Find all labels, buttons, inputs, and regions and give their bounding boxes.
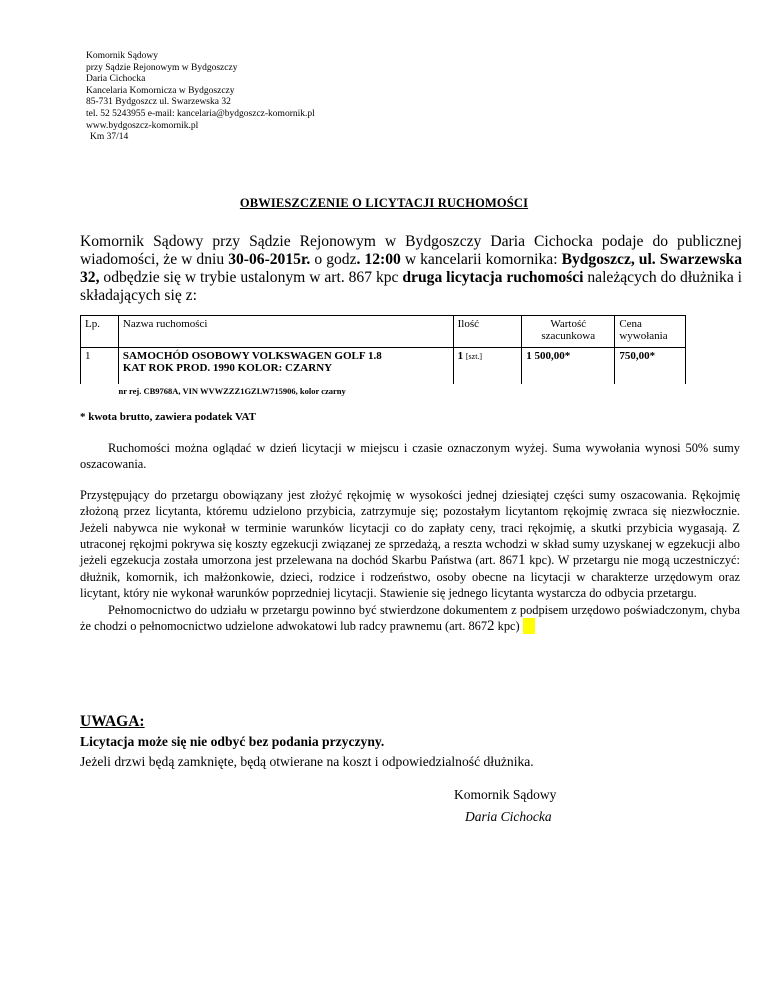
cell-price: 750,00* bbox=[615, 348, 686, 385]
auction-date: 30-06-2015r. bbox=[228, 251, 311, 268]
highlight-mark bbox=[523, 618, 535, 634]
cell-value: 1 500,00* bbox=[522, 348, 615, 385]
office-header bbox=[86, 51, 315, 144]
auction-type: druga licytacja ruchomości bbox=[402, 269, 584, 286]
body-text bbox=[80, 440, 740, 634]
paragraph-viewing: Ruchomości można oglądać w dzień licytacji w miejscu i czasie oznaczonym wyżej. Suma wywołania wynosi 50% sumy oszacowania. bbox=[80, 441, 740, 472]
header-line: 85-731 Bydgoszcz ul. Swarzewska 32 bbox=[86, 97, 231, 108]
paragraph-text: kpc) bbox=[494, 619, 520, 634]
header-line: przy Sądzie Rejonowym w Bydgoszczy bbox=[86, 62, 238, 73]
cell-name bbox=[118, 348, 453, 385]
header-price bbox=[615, 316, 686, 348]
cell-qty bbox=[453, 348, 522, 385]
header-value bbox=[522, 316, 615, 348]
signature-title: Komornik Sądowy bbox=[454, 787, 557, 802]
table-row bbox=[81, 348, 686, 385]
intro-text: w kancelarii komornika: bbox=[400, 251, 562, 268]
item-unit: [szt.] bbox=[465, 352, 483, 361]
document-title: OBWIESZCZENIE O LICYTACJI RUCHOMOŚCI bbox=[239, 196, 529, 210]
header-price-line2: wywołania bbox=[619, 330, 668, 342]
notice-line-1: Licytacja może się nie odbyć bez podania przyczyny. bbox=[80, 734, 385, 749]
paragraph-text: Pełnomocnictwo do udziału w przetargu powinno być stwierdzone dokumentem z podpisem urzędowo poświadczonym, chyba że chodzi o pełnomocnictwo udzielone adwokatowi lub radcy prawnemu (art. 867 bbox=[80, 602, 740, 634]
notice-heading: UWAGA: bbox=[80, 713, 145, 730]
table-note-row bbox=[81, 384, 686, 398]
cell-lp: 1 bbox=[81, 348, 119, 385]
header-line: Kancelaria Komornicza w Bydgoszczy bbox=[86, 85, 235, 96]
item-name-line1: SAMOCHÓD OSOBOWY VOLKSWAGEN GOLF 1.8 bbox=[122, 350, 382, 362]
article-superscript: 1 bbox=[518, 552, 526, 569]
header-line: tel. 52 5243955 e-mail: kancelaria@bydgoszcz-komornik.pl bbox=[86, 108, 315, 119]
intro-text: odbędzie się w trybie ustalonym w art. 867 kpc bbox=[99, 269, 403, 286]
header-value-line1: Wartość bbox=[550, 318, 587, 330]
header-qty: Ilość bbox=[453, 316, 522, 348]
header-line: Komornik Sądowy bbox=[86, 51, 159, 61]
signature-name: Daria Cichocka bbox=[465, 809, 552, 824]
paragraph-text: Przystępujący do przetargu obowiązany jest złożyć rękojmię w wysokości jednej dziesiątej części sumy oszacowania. Rękojmię złożoną przez licytanta, któremu udzielono przybicia, zatrzymuje się; pozostałym licytantom rękojmię zwraca się niezwłocznie. Jeżeli nabywca nie wykonał w terminie warunków licytacji co do zapłaty ceny, traci rękojmię, a skutki przybicia wygasają. Z utraconej rękojmi pokrywa się koszty egzekucji związanej ze sprzedażą, a reszta wchodzi w skład sumy uzyskanej w egzekucji albo jeżeli egzekucja została umorzona jest przelewana na dochód Skarbu Państwa (art. 867 bbox=[80, 487, 740, 568]
article-superscript: 2 bbox=[487, 618, 495, 635]
items-table bbox=[80, 315, 686, 398]
item-name-line2: KAT ROK PROD. 1990 KOLOR: CZARNY bbox=[122, 362, 333, 374]
case-number: Km 37/14 bbox=[90, 132, 129, 143]
header-line: www.bydgoszcz-komornik.pl bbox=[86, 120, 199, 131]
header-price-line1: Cena bbox=[619, 318, 642, 330]
auction-place: Bydgoszcz, ul. Swarzewska 32, bbox=[80, 251, 743, 286]
item-note: nr rej. CB9768A, VIN WVWZZZ1GZLW715906, kolor czarny bbox=[118, 386, 346, 396]
item-qty: 1 bbox=[457, 350, 464, 362]
paragraph-deposit bbox=[80, 487, 740, 602]
vat-note: * kwota brutto, zawiera podatek VAT bbox=[80, 411, 257, 423]
intro-text: o godz bbox=[310, 251, 357, 268]
intro-text: Komornik Sądowy przy Sądzie Rejonowym w Bydgoszczy Daria Cichocka podaje do publicznej wiadomości, że w dniu bbox=[80, 233, 742, 268]
header-lp: Lp. bbox=[81, 316, 119, 348]
notice-line-2: Jeżeli drzwi będą zamknięte, będą otwierane na koszt i odpowiedzialność dłużnika. bbox=[80, 754, 534, 769]
intro-paragraph bbox=[80, 233, 742, 305]
intro-text: należących do dłużnika i składających się z: bbox=[80, 269, 742, 304]
header-line: Daria Cichocka bbox=[86, 74, 146, 85]
paragraph-text: kpc). W przetargu nie mogą uczestniczyć: dłużnik, komornik, ich małżonkowie, dzieci, rodzice i rodzeństwo, osoby obecne na licytacji w charakterze urzędowym oraz licytant, który nie wykonał warunków poprzedniej licytacji. Stawienie się jednego licytanta wystarcza do odbycia przetargu. bbox=[80, 553, 741, 601]
table-header-row bbox=[81, 316, 686, 348]
header-value-line2: szacunkowa bbox=[541, 330, 596, 342]
header-name: Nazwa ruchomości bbox=[118, 316, 453, 348]
paragraph-proxy bbox=[80, 602, 740, 635]
auction-time: . 12:00 bbox=[356, 251, 401, 268]
